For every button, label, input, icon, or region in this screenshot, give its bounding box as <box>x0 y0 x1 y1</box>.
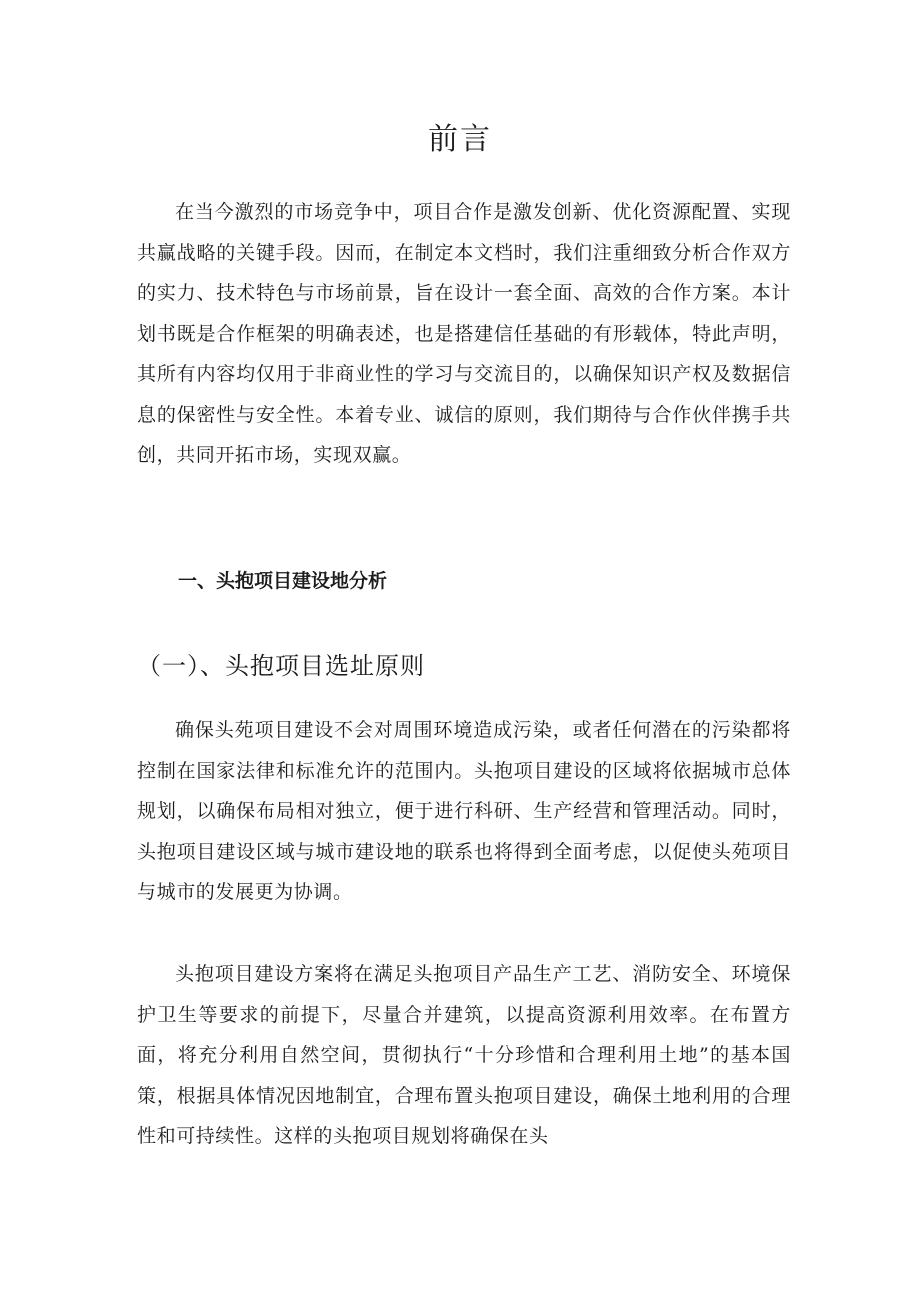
section-heading: 一、头抱项目建设地分析 <box>178 570 388 592</box>
preface-paragraph: 在当今激烈的市场竞争中，项目合作是激发创新、优化资源配置、实现共赢战略的关键手段。因而，在制定本文档时，我们注重细致分析合作双方的实力、技术特色与市场前景，旨在设计一套全面、高效的合作方案。本计划书既是合作框架的明确表述，也是搭建信任基础的有形载体，特此声明，其所有内容均仅用于非商业性的学习与交流目的，以确保知识产权及数据信息的保密性与安全性。本着专业、诚信的原则，我们期待与合作伙伴携手共创，共同开拓市场，实现双赢。 <box>137 201 791 466</box>
page-title: 前言 <box>428 122 492 157</box>
subsection-heading: （一）、头抱项目选址原则 <box>137 652 425 680</box>
body-paragraph-1: 确保头苑项目建设不会对周围环境造成污染，或者任何潜在的污染都将控制在国家法律和标准允许的范围内。头抱项目建设的区域将依据城市总体规划，以确保布局相对独立，便于进行科研、生产经营和管理活动。同时，头抱项目建设区域与城市建设地的联系也将得到全面考虑，以促使头苑项目与城市的发展更为协调。 <box>137 719 791 903</box>
body-paragraph-2: 头抱项目建设方案将在满足头抱项目产品生产工艺、消防安全、环境保护卫生等要求的前提下，尽量合并建筑，以提高资源利用效率。在布置方面，将充分利用自然空间，贯彻执行“十分珍惜和合理利用土地”的基本国策，根据具体情况因地制宜，合理布置头抱项目建设，确保土地利用的合理性和可持续性。这样的头抱项目规划将确保在头 <box>137 963 791 1147</box>
